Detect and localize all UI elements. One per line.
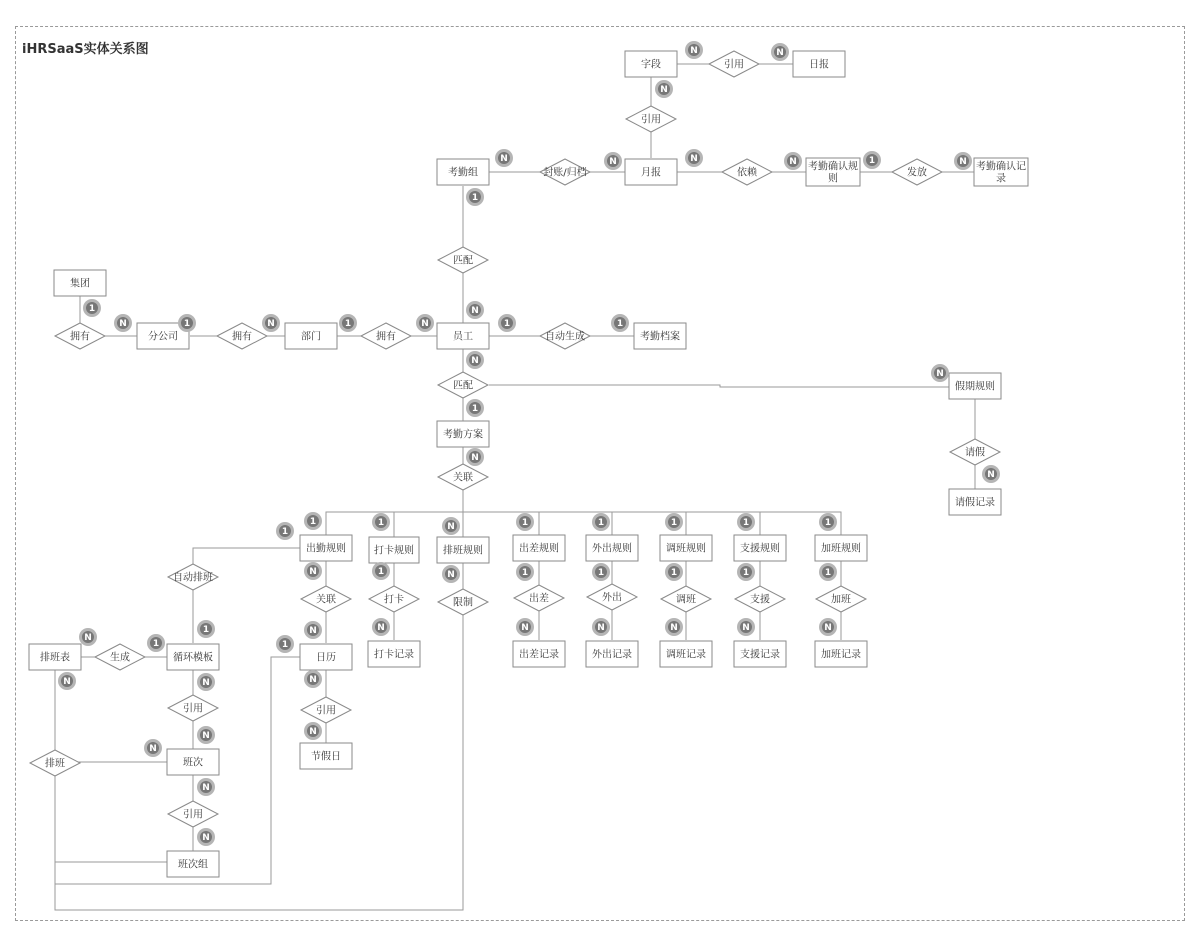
cardinality-one-badge <box>197 620 215 638</box>
svg-text:出差: 出差 <box>529 593 549 605</box>
svg-text:1: 1 <box>344 319 352 329</box>
svg-text:月报: 月报 <box>641 167 661 179</box>
entity-banci-zu <box>167 851 219 877</box>
cardinality-many-badge <box>665 618 683 636</box>
svg-text:分公司: 分公司 <box>148 331 178 343</box>
diagram-title: iHRSaaS实体关系图 <box>22 42 149 57</box>
connector-lines <box>55 64 975 910</box>
cardinality-many-badge <box>442 565 460 583</box>
svg-text:班次组: 班次组 <box>178 859 208 871</box>
svg-text:1: 1 <box>521 568 529 578</box>
entity-chuqin-guize <box>300 535 352 561</box>
cardinality-many-badge <box>466 301 484 319</box>
svg-text:支援记录: 支援记录 <box>740 649 780 661</box>
relation-qingjia <box>950 439 1000 465</box>
entity-ziduan <box>625 51 677 77</box>
entity-waichu-guize <box>586 535 638 561</box>
cardinality-many-badge <box>931 364 949 382</box>
svg-text:关联: 关联 <box>453 472 473 484</box>
cardinality-one-badge <box>178 314 196 332</box>
svg-text:N: N <box>421 319 429 329</box>
cardinality-many-badge <box>144 739 162 757</box>
svg-text:拥有: 拥有 <box>232 331 252 343</box>
svg-text:考勤方案: 考勤方案 <box>443 429 483 441</box>
cardinality-one-badge <box>498 314 516 332</box>
cardinality-one-badge <box>304 512 322 530</box>
svg-text:N: N <box>267 319 275 329</box>
cardinality-many-badge <box>79 628 97 646</box>
entity-jiaban-jilu <box>815 641 867 667</box>
svg-text:考勤档案: 考勤档案 <box>640 331 680 343</box>
svg-text:1: 1 <box>597 518 605 528</box>
svg-text:排班表: 排班表 <box>40 652 70 664</box>
svg-text:N: N <box>609 157 617 167</box>
cardinality-one-badge <box>372 513 390 531</box>
entity-paiban-guize <box>437 537 489 563</box>
cardinality-one-badge <box>276 635 294 653</box>
svg-text:1: 1 <box>597 568 605 578</box>
svg-text:加班规则: 加班规则 <box>821 543 861 555</box>
svg-text:1: 1 <box>309 517 317 527</box>
svg-text:发放: 发放 <box>907 167 927 179</box>
relation-yinyong-1 <box>709 51 759 77</box>
cardinality-many-badge <box>304 670 322 688</box>
svg-text:打卡规则: 打卡规则 <box>374 545 414 557</box>
svg-text:N: N <box>500 154 508 164</box>
svg-text:1: 1 <box>281 527 289 537</box>
svg-text:匹配: 匹配 <box>453 380 473 392</box>
svg-text:员工: 员工 <box>453 331 473 343</box>
entity-kaoqin-queren-jilu <box>974 158 1028 186</box>
cardinality-many-badge <box>197 726 215 744</box>
entity-paibanbiao <box>29 644 81 670</box>
relation-zhiyuan <box>735 586 785 612</box>
svg-text:N: N <box>309 675 317 685</box>
relation-waichu <box>587 584 637 610</box>
svg-text:调班规则: 调班规则 <box>666 543 706 555</box>
svg-text:支援规则: 支援规则 <box>740 543 780 555</box>
entity-kaoqin-dangan <box>634 323 686 349</box>
entity-daka-jilu <box>368 641 420 667</box>
cardinality-one-badge <box>737 563 755 581</box>
entity-jiaqi-guize <box>949 373 1001 399</box>
cardinality-one-badge <box>147 634 165 652</box>
svg-text:N: N <box>690 154 698 164</box>
cardinality-many-badge <box>466 351 484 369</box>
entity-kaoqin-queren-guize <box>806 158 860 186</box>
svg-text:1: 1 <box>377 518 385 528</box>
svg-text:N: N <box>202 678 210 688</box>
svg-text:N: N <box>471 306 479 316</box>
svg-text:N: N <box>776 48 784 58</box>
relation-yilai <box>722 159 772 185</box>
relation-guanlian-1 <box>438 464 488 490</box>
svg-text:关联: 关联 <box>316 594 336 606</box>
svg-text:N: N <box>119 319 127 329</box>
svg-text:考勤确认记: 考勤确认记 <box>976 161 1026 173</box>
svg-text:自动排班: 自动排班 <box>173 572 213 584</box>
cardinality-one-badge <box>592 563 610 581</box>
svg-text:N: N <box>742 623 750 633</box>
svg-text:调班: 调班 <box>676 594 696 606</box>
svg-text:排班规则: 排班规则 <box>443 545 483 557</box>
svg-text:录: 录 <box>996 173 1006 185</box>
relation-yinyong-5 <box>168 801 218 827</box>
svg-text:班次: 班次 <box>183 757 203 769</box>
svg-text:N: N <box>447 570 455 580</box>
svg-text:拥有: 拥有 <box>70 331 90 343</box>
svg-text:部门: 部门 <box>301 331 321 343</box>
entity-kaoqinzu <box>437 159 489 185</box>
svg-text:1: 1 <box>202 625 210 635</box>
relation-yongyou-3 <box>361 323 411 349</box>
cardinality-many-badge <box>495 149 513 167</box>
svg-text:1: 1 <box>183 319 191 329</box>
svg-text:1: 1 <box>868 156 876 166</box>
cardinality-one-badge <box>466 399 484 417</box>
relation-yinyong-4 <box>301 697 351 723</box>
svg-text:外出规则: 外出规则 <box>592 543 632 555</box>
svg-text:N: N <box>670 623 678 633</box>
svg-text:N: N <box>521 623 529 633</box>
cardinality-one-badge <box>863 151 881 169</box>
svg-text:日报: 日报 <box>809 59 829 71</box>
svg-text:N: N <box>202 783 210 793</box>
svg-text:1: 1 <box>503 319 511 329</box>
entity-zhiyuan-guize <box>734 535 786 561</box>
relation-guanlian-2 <box>301 586 351 612</box>
svg-text:1: 1 <box>742 568 750 578</box>
svg-text:出差规则: 出差规则 <box>519 543 559 555</box>
entity-chuchai-jilu <box>513 641 565 667</box>
svg-text:N: N <box>597 623 605 633</box>
svg-text:N: N <box>660 85 668 95</box>
cardinality-many-badge <box>819 618 837 636</box>
svg-text:1: 1 <box>281 640 289 650</box>
entity-qingjia-jilu <box>949 489 1001 515</box>
cardinality-many-badge <box>982 465 1000 483</box>
cardinality-many-badge <box>197 828 215 846</box>
svg-text:支援: 支援 <box>750 594 770 606</box>
svg-text:N: N <box>309 567 317 577</box>
svg-text:字段: 字段 <box>641 59 661 71</box>
svg-text:N: N <box>789 157 797 167</box>
relation-tiaoban <box>661 586 711 612</box>
cardinality-many-badge <box>685 149 703 167</box>
svg-text:调班记录: 调班记录 <box>666 649 706 661</box>
svg-text:N: N <box>309 626 317 636</box>
cardinality-one-badge <box>339 314 357 332</box>
svg-text:循环模板: 循环模板 <box>173 652 213 664</box>
cardinality-many-badge <box>954 152 972 170</box>
svg-text:限制: 限制 <box>453 597 473 609</box>
cardinality-one-badge <box>665 513 683 531</box>
svg-text:集团: 集团 <box>70 278 90 290</box>
svg-text:N: N <box>63 677 71 687</box>
relation-pipei-2 <box>438 372 488 398</box>
svg-text:N: N <box>377 623 385 633</box>
svg-text:N: N <box>202 731 210 741</box>
svg-text:依赖: 依赖 <box>737 167 757 179</box>
svg-text:请假: 请假 <box>965 447 985 459</box>
svg-text:打卡: 打卡 <box>384 594 404 606</box>
cardinality-many-badge <box>655 80 673 98</box>
svg-text:1: 1 <box>742 518 750 528</box>
cardinality-one-badge <box>516 563 534 581</box>
svg-text:加班记录: 加班记录 <box>821 649 861 661</box>
svg-text:生成: 生成 <box>110 652 130 664</box>
cardinality-many-badge <box>685 41 703 59</box>
relation-shengcheng <box>95 644 145 670</box>
svg-text:1: 1 <box>824 518 832 528</box>
cardinality-many-badge <box>372 618 390 636</box>
svg-text:N: N <box>824 623 832 633</box>
svg-text:N: N <box>309 727 317 737</box>
svg-text:N: N <box>959 157 967 167</box>
cardinality-one-badge <box>611 314 629 332</box>
svg-text:外出: 外出 <box>602 592 622 604</box>
cardinality-many-badge <box>304 562 322 580</box>
svg-text:引用: 引用 <box>316 705 336 717</box>
svg-text:1: 1 <box>670 568 678 578</box>
svg-text:N: N <box>471 453 479 463</box>
svg-text:则: 则 <box>828 173 838 185</box>
svg-text:N: N <box>690 46 698 56</box>
entity-ribao <box>793 51 845 77</box>
svg-text:1: 1 <box>377 567 385 577</box>
svg-text:打卡记录: 打卡记录 <box>374 649 414 661</box>
svg-text:节假日: 节假日 <box>311 751 341 763</box>
cardinality-many-badge <box>304 621 322 639</box>
cardinality-many-badge <box>197 673 215 691</box>
relation-zidong-paiban <box>168 564 218 590</box>
relation-pipei-1 <box>438 247 488 273</box>
relation-chuchai <box>514 585 564 611</box>
cardinality-many-badge <box>784 152 802 170</box>
svg-text:引用: 引用 <box>183 809 203 821</box>
entity-xunhuan-muban <box>167 644 219 670</box>
svg-text:考勤确认规: 考勤确认规 <box>808 161 858 173</box>
relation-fengzhang <box>540 159 590 185</box>
relation-yinyong-2 <box>626 106 676 132</box>
svg-text:N: N <box>447 522 455 532</box>
entity-jituan <box>54 270 106 296</box>
svg-text:1: 1 <box>521 518 529 528</box>
entity-jiejiari <box>300 743 352 769</box>
cardinality-many-badge <box>262 314 280 332</box>
entity-rili <box>300 644 352 670</box>
svg-text:加班: 加班 <box>831 594 851 606</box>
svg-text:出勤规则: 出勤规则 <box>306 543 346 555</box>
entity-banci <box>167 749 219 775</box>
entity-tiaoban-guize <box>660 535 712 561</box>
cardinality-one-badge <box>592 513 610 531</box>
cardinality-one-badge <box>466 188 484 206</box>
cardinality-one-badge <box>83 299 101 317</box>
cardinality-many-badge <box>516 618 534 636</box>
cardinality-many-badge <box>604 152 622 170</box>
svg-text:自动生成: 自动生成 <box>545 331 585 343</box>
cardinality-many-badge <box>737 618 755 636</box>
svg-text:1: 1 <box>824 568 832 578</box>
cardinality-many-badge <box>114 314 132 332</box>
cardinality-one-badge <box>516 513 534 531</box>
relation-yongyou-2 <box>217 323 267 349</box>
entity-tiaoban-jilu <box>660 641 712 667</box>
entity-waichu-jilu <box>586 641 638 667</box>
svg-text:1: 1 <box>471 193 479 203</box>
svg-text:1: 1 <box>471 404 479 414</box>
relation-jiaban <box>816 586 866 612</box>
cardinality-one-badge <box>276 522 294 540</box>
relation-fafang <box>892 159 942 185</box>
svg-text:引用: 引用 <box>183 703 203 715</box>
svg-text:N: N <box>471 356 479 366</box>
svg-text:考勤组: 考勤组 <box>448 167 478 179</box>
cardinality-many-badge <box>416 314 434 332</box>
svg-text:出差记录: 出差记录 <box>519 649 559 661</box>
cardinality-one-badge <box>372 562 390 580</box>
svg-text:引用: 引用 <box>641 114 661 126</box>
entity-kaoqin-fangan <box>437 421 489 447</box>
entity-chuchai-guize <box>513 535 565 561</box>
svg-text:排班: 排班 <box>45 758 65 770</box>
svg-text:N: N <box>987 470 995 480</box>
entity-daka-guize <box>369 537 419 563</box>
cardinality-many-badge <box>592 618 610 636</box>
entity-yuebao <box>625 159 677 185</box>
cardinality-many-badge <box>58 672 76 690</box>
relation-yongyou-1 <box>55 323 105 349</box>
svg-text:1: 1 <box>616 319 624 329</box>
svg-text:假期规则: 假期规则 <box>955 381 995 393</box>
cardinality-many-badge <box>442 517 460 535</box>
svg-text:1: 1 <box>152 639 160 649</box>
cardinality-many-badge <box>466 448 484 466</box>
svg-text:N: N <box>84 633 92 643</box>
cardinality-many-badge <box>771 43 789 61</box>
svg-text:1: 1 <box>88 304 96 314</box>
svg-text:引用: 引用 <box>724 59 744 71</box>
relation-paiban <box>30 750 80 776</box>
relation-xianzhi <box>438 589 488 615</box>
relation-daka <box>369 586 419 612</box>
svg-text:N: N <box>936 369 944 379</box>
svg-text:N: N <box>202 833 210 843</box>
entity-jiaban-guize <box>815 535 867 561</box>
svg-text:外出记录: 外出记录 <box>592 649 632 661</box>
svg-text:日历: 日历 <box>316 652 336 664</box>
svg-text:请假记录: 请假记录 <box>955 497 995 509</box>
svg-text:N: N <box>149 744 157 754</box>
cardinality-one-badge <box>819 563 837 581</box>
cardinality-many-badge <box>304 722 322 740</box>
svg-text:匹配: 匹配 <box>453 255 473 267</box>
entity-zhiyuan-jilu <box>734 641 786 667</box>
entity-bumen <box>285 323 337 349</box>
cardinality-many-badge <box>197 778 215 796</box>
svg-text:1: 1 <box>670 518 678 528</box>
svg-text:封账/归档: 封账/归档 <box>543 167 587 179</box>
cardinality-one-badge <box>819 513 837 531</box>
cardinality-one-badge <box>665 563 683 581</box>
entity-yuangong <box>437 323 489 349</box>
relation-zidong-shengcheng <box>540 323 590 349</box>
cardinality-one-badge <box>737 513 755 531</box>
relation-yinyong-3 <box>168 695 218 721</box>
svg-text:拥有: 拥有 <box>376 331 396 343</box>
